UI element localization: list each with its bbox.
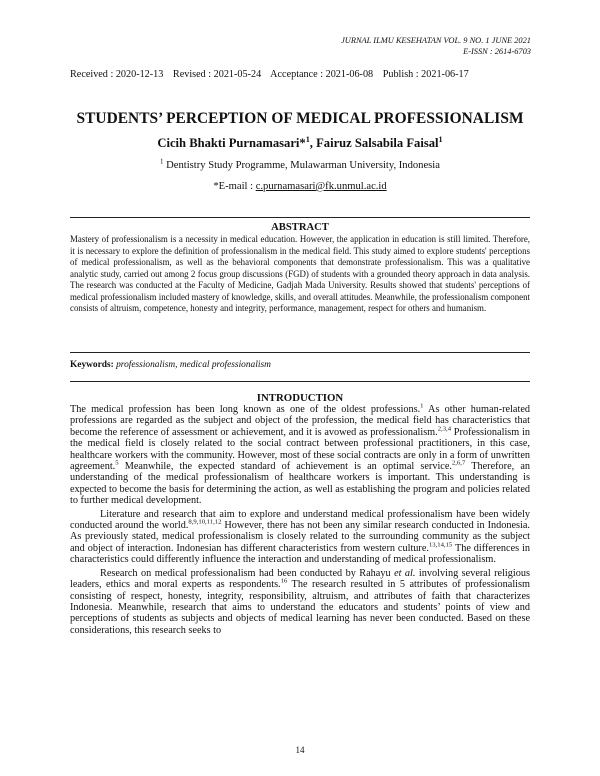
paper-title: STUDENTS’ PERCEPTION OF MEDICAL PROFESSIONALISM [76, 110, 524, 127]
citation: 2,3,4 [437, 425, 452, 433]
journal-volume-line: JURNAL ILMU KESEHATAN VOL. 9 NO. 1 JUNE 2021 [341, 36, 531, 45]
section-heading-introduction: INTRODUCTION [256, 392, 344, 404]
citation: 5 [115, 459, 119, 467]
publish-date: Publish : 2021-06-17 [382, 69, 469, 80]
paragraph [70, 509, 530, 566]
affiliation-text: Dentistry Study Programme, Mulawarman University, Indonesia [163, 160, 440, 171]
keywords-line [70, 360, 271, 370]
paragraph-text: Professionalism in the medical field is closely related to the social contract between professional practitioners, in this case, healthcare workers with the community. However, most of these social contracts are only in a form of unwritten agreement. [70, 426, 530, 473]
citation: 16 [280, 577, 288, 585]
affiliation-mark: 1 [160, 158, 164, 166]
manuscript-dates [70, 69, 476, 80]
paragraph-text: Therefore, an understanding of the medical professionalism of healthcare workers is important. This understanding is expected to become the basis for determining the action, as well as establishing the program and policies related to further medical development. [70, 461, 530, 507]
paragraph-text: involving several religious leaders, ethics and moral experts as respondents. [70, 567, 530, 591]
acceptance-date: Acceptance : 2021-06-08 [270, 69, 374, 80]
keywords-divider [70, 381, 530, 382]
paragraph-text: The medical profession has been long known as one of the oldest professions. [70, 404, 421, 415]
citation: 2,6,7 [451, 459, 466, 467]
paragraph-text: Literature and research that aim to explore and understand medical professionalism have been widely conducted around the world. [70, 508, 530, 532]
keywords-text: professionalism, medical professionalism [116, 360, 271, 370]
citation: 13,14,15 [428, 541, 453, 549]
revised-date: Revised : 2021-05-24 [172, 69, 262, 80]
abstract-text: Mastery of professionalism is a necessity in medical education. However, the application in education is still limited. Therefore, it is necessary to explore the definition of professionalism in the medical field. This study aimed to explore students' perceptions of medical professionalism, as well as the behavioral components that demonstrate professionalism. This was a qualitative analytic study, carried out among 2 focus group discussions (FGD) of students with a grounded theory approach in data analysis. The research was conducted at the Faculty of Medicine, Gadjah Mada University. Results showed that students' perceptions of medical professionalism included mastery of knowledge, skills, and overall attitudes. Meanwhile, the professionalism component consists of altruism, competence, honesty and integrity, performance, management, respect for others and humanism. [70, 234, 530, 314]
author-separator: , [309, 136, 317, 150]
top-divider [70, 217, 530, 218]
keywords-label: Keywords: [70, 360, 114, 370]
et-al: et al. [394, 567, 416, 579]
received-date: Received : 2020-12-13 [70, 69, 164, 80]
paragraph [70, 568, 530, 636]
author-affiliation-mark: 1 [305, 134, 310, 144]
author-affiliation-mark: 1 [438, 134, 443, 144]
contact-email [0, 181, 600, 192]
citation: 8,9,10,11,12 [188, 518, 222, 526]
introduction-body [70, 404, 530, 636]
email-link[interactable]: c.purnamasari@fk.unmul.ac.id [255, 181, 387, 192]
paragraph-text: Research on medical professionalism had been conducted by Rahayu [100, 567, 395, 579]
paragraph-text: As other human-related professions are regarded as the subject and object of the profession, the medical field has characteristics that become the reference of assessment or achievement, and it is avowed as professionalism. [70, 404, 530, 438]
author-name: Cicih Bhakti Purnamasari* [157, 136, 306, 150]
paragraph-text: The research resulted in 5 attributes of professionalism consisting of respect, honesty, integrity, responsibility, altruism, and attributes of faith that characterizes Indonesia. Meanwhile, research that aims to understand the educators and students’ points of view and perceptions of students as subjects and objects of medical learning has never been conducted. Based on these considerations, this research seeks to [70, 579, 530, 636]
paragraph-text: The differences in characteristics could differently influence the interaction and understanding of medical professionalism. [70, 542, 530, 566]
page-number: 14 [295, 745, 305, 755]
journal-header [341, 35, 531, 57]
author-name: Fairuz Salsabila Faisal [316, 136, 439, 150]
author-list [0, 136, 600, 151]
paragraph-text: Meanwhile, the expected standard of achievement is an optimal service. [118, 461, 452, 473]
affiliation [0, 160, 600, 171]
email-label: *E-mail : [213, 181, 256, 192]
paragraph [70, 404, 530, 507]
journal-issn: E-ISSN : 2614-6703 [463, 47, 531, 56]
abstract-divider [70, 352, 530, 353]
citation: 1 [420, 402, 424, 410]
abstract-heading: ABSTRACT [271, 222, 329, 233]
paragraph-text: However, there has not been any similar research conducted in Indonesia. As previously stated, medical professionalism is closely related to the surrounding community as the subject and object of interaction. Indonesian has different characteristics from western culture. [70, 520, 530, 554]
